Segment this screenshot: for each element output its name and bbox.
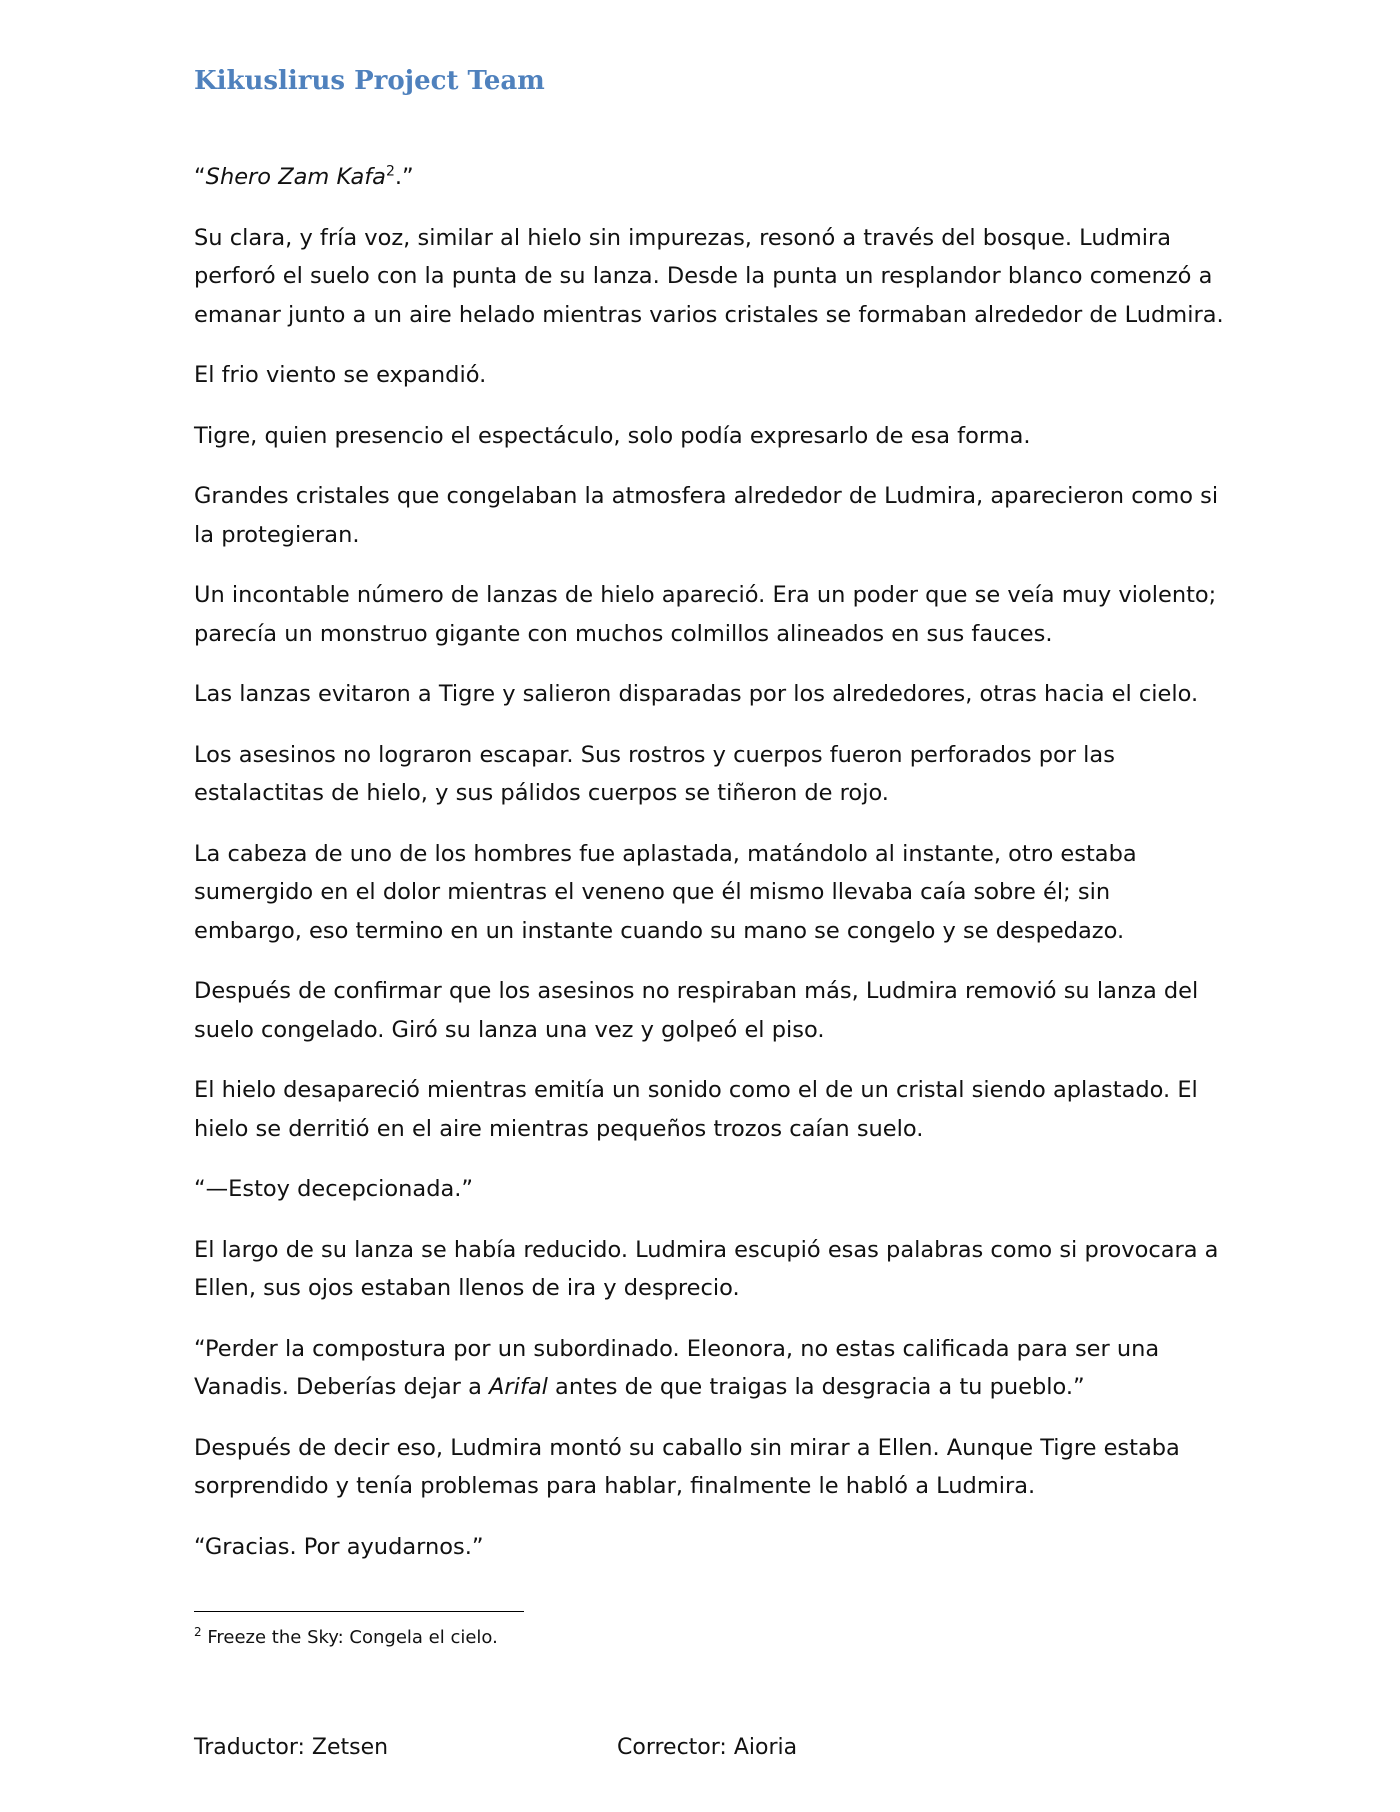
paragraph-16: “Gracias. Por ayudarnos.” — [194, 1533, 484, 1560]
footer-translator: Traductor: Zetsen — [194, 1735, 389, 1760]
paragraph-7: Las lanzas evitaron a Tigre y salieron disparadas por los alrededores, otras hacia el cielo. — [194, 681, 1199, 707]
footer-corrector: Corrector: Aioria — [617, 1735, 798, 1760]
page-header-title: Kikuslirus Project Team — [194, 66, 545, 96]
paragraph-2: Su clara, y fría voz, similar al hielo sin impurezas, resonó a través del bosque. Ludmira perforó el suelo con la punta de su lanza. Desde la punta un resplandor blanco comenzó a emanar junto a un aire helado mientras varios cristales se formaban alrededor de Ludmira. — [194, 224, 1224, 328]
paragraph-15: Después de decir eso, Ludmira montó su caballo sin mirar a Ellen. Aunque Tigre estaba sorprendido y tenía problemas para hablar, finalmente le habló a Ludmira. — [194, 1434, 1180, 1499]
paragraph-14 — [194, 1330, 1224, 1407]
paragraph-9: La cabeza de uno de los hombres fue aplastada, matándolo al instante, otro estaba sumergido en el dolor mientras el veneno que él mismo llevaba caía sobre él; sin embargo, eso termino en un instante cuando su mano se congelo y se despedazo. — [194, 840, 1137, 944]
spell-name: Shero Zam Kafa — [205, 164, 386, 190]
quote-open: “ — [194, 164, 206, 190]
paragraph-1 — [194, 158, 1224, 197]
footnote — [194, 1626, 498, 1650]
paragraph-3: El frio viento se expandió. — [194, 362, 487, 388]
paragraph-13: El largo de su lanza se había reducido. Ludmira escupió esas palabras como si provocara a Ellen, sus ojos estaban llenos de ira y desprecio. — [194, 1236, 1219, 1301]
quote-close: .” — [394, 164, 414, 190]
paragraph-12: “—Estoy decepcionada.” — [194, 1176, 474, 1202]
paragraph-4: Tigre, quien presencio el espectáculo, solo podía expresarlo de esa forma. — [194, 422, 1031, 449]
paragraph-14-before: “Perder la compostura por un subordinado. Eleonora, no estas calificada para ser una Vanadis. Deberías dejar a — [194, 1335, 1160, 1400]
footnote-ref[interactable]: 2 — [385, 163, 395, 180]
paragraph-10: Después de confirmar que los asesinos no respiraban más, Ludmira removió su lanza del suelo congelado. Giró su lanza una vez y golpeó el piso. — [194, 978, 1199, 1043]
paragraph-6: Un incontable número de lanzas de hielo apareció. Era un poder que se veía muy violento; parecía un monstruo gigante con muchos colmillos alineados en sus fauces. — [194, 582, 1217, 647]
paragraph-8: Los asesinos no lograron escapar. Sus rostros y cuerpos fueron perforados por las estalactitas de hielo, y sus pálidos cuerpos se tiñeron de rojo. — [194, 741, 1115, 806]
footnote-mark: 2 — [194, 1625, 202, 1639]
footnote-separator — [194, 1611, 524, 1612]
paragraph-14-after: antes de que traigas la desgracia a tu pueblo.” — [547, 1374, 1085, 1400]
footnote-text: Freeze the Sky: Congela el cielo. — [201, 1627, 498, 1648]
weapon-name: Arifal — [489, 1374, 548, 1400]
body-text — [194, 158, 1224, 1588]
paragraph-11: El hielo desapareció mientras emitía un sonido como el de un cristal siendo aplastado. El hielo se derritió en el aire mientras pequeños trozos caían suelo. — [194, 1077, 1198, 1142]
paragraph-5: Grandes cristales que congelaban la atmosfera alrededor de Ludmira, aparecieron como si la protegieran. — [194, 483, 1219, 548]
